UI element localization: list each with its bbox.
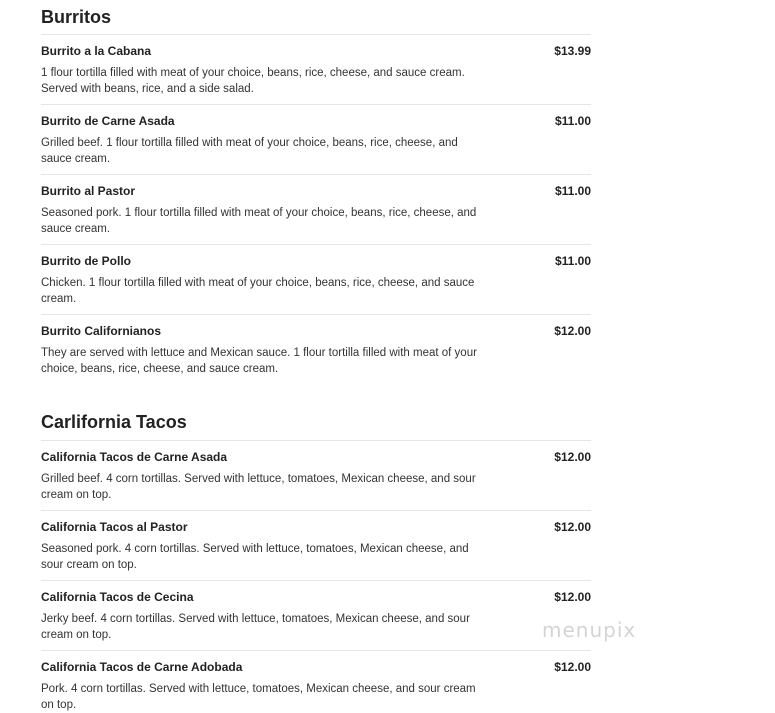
menu — [41, 0, 591, 713]
item-description: Grilled beef. 4 corn tortillas. Served with lettuce, tomatoes, Mexican cheese, and sour cream on top. — [41, 473, 476, 501]
menu-item[interactable] — [41, 315, 591, 385]
item-name: Burrito Californianos — [41, 324, 162, 338]
item-name: Burrito de Carne Asada — [41, 114, 175, 128]
item-name: California Tacos de Cecina — [41, 590, 194, 604]
menu-item[interactable] — [41, 245, 591, 315]
item-description: 1 flour tortilla filled with meat of your choice, beans, rice, cheese, and sauce cream. Served with beans, rice, and a side salad. — [41, 67, 465, 95]
item-name: Burrito al Pastor — [41, 184, 136, 198]
menu-item[interactable] — [41, 651, 591, 713]
item-price: $13.99 — [554, 44, 591, 58]
item-name: California Tacos de Carne Asada — [41, 450, 228, 464]
item-price: $11.00 — [554, 184, 591, 198]
item-price: $12.00 — [554, 450, 591, 464]
item-price: $11.00 — [554, 114, 591, 128]
item-description: Pork. 4 corn tortillas. Served with lettuce, tomatoes, Mexican cheese, and sour cream on top. — [41, 683, 476, 711]
item-description: Grilled beef. 1 flour tortilla filled with meat of your choice, beans, rice, cheese, and sauce cream. — [41, 137, 458, 165]
menu-item[interactable] — [41, 441, 591, 511]
menu-item[interactable] — [41, 35, 591, 105]
item-name: California Tacos de Carne Adobada — [41, 660, 243, 674]
menu-item[interactable] — [41, 581, 591, 651]
item-name: California Tacos al Pastor — [41, 520, 188, 534]
item-price: $11.00 — [554, 254, 591, 268]
item-price: $12.00 — [554, 660, 591, 674]
item-price: $12.00 — [554, 324, 591, 338]
item-description: Seasoned pork. 4 corn tortillas. Served with lettuce, tomatoes, Mexican cheese, and sour cream on top. — [41, 543, 469, 571]
item-description: Seasoned pork. 1 flour tortilla filled with meat of your choice, beans, rice, cheese, and sauce cream. — [41, 207, 477, 235]
item-price: $12.00 — [554, 520, 591, 534]
section-title-california-tacos: Carlifornia Tacos — [41, 404, 591, 441]
section-title-burritos: Burritos — [41, 0, 591, 35]
item-name: Burrito a la Cabana — [41, 44, 152, 58]
item-name: Burrito de Pollo — [41, 254, 131, 268]
item-description: They are served with lettuce and Mexican sauce. 1 flour tortilla filled with meat of your choice, beans, rice, cheese, and sauce cream. — [41, 347, 477, 375]
item-description: Jerky beef. 4 corn tortillas. Served with lettuce, tomatoes, Mexican cheese, and sour cream on top. — [41, 613, 470, 641]
watermark-logo: menupix — [542, 618, 637, 642]
menu-item[interactable] — [41, 175, 591, 245]
item-price: $12.00 — [554, 590, 591, 604]
menu-item[interactable] — [41, 511, 591, 581]
menu-item[interactable] — [41, 105, 591, 175]
item-description: Chicken. 1 flour tortilla filled with meat of your choice, beans, rice, cheese, and sauce cream. — [41, 277, 475, 305]
